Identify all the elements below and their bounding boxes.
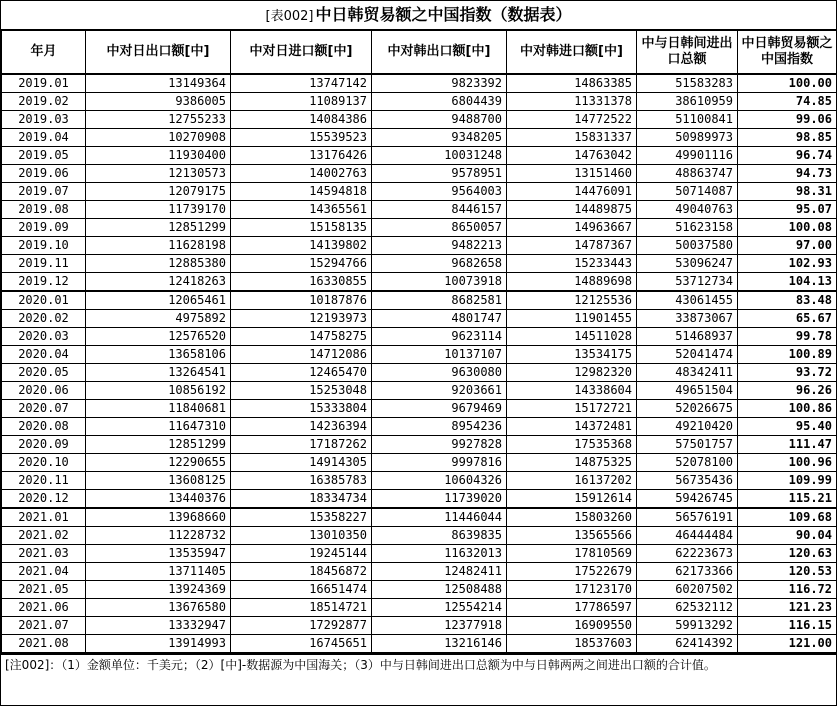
cell-total-trade: 38610959 [637, 93, 738, 111]
table-row [2, 400, 837, 418]
cell-export-korea: 9482213 [372, 237, 507, 255]
cell-china-index: 116.72 [738, 581, 837, 599]
cell-month: 2021.08 [2, 635, 86, 653]
cell-import-korea: 14889698 [507, 273, 637, 292]
cell-china-index: 96.26 [738, 382, 837, 400]
cell-import-japan: 17292877 [231, 617, 372, 635]
table-body [2, 74, 837, 653]
cell-export-japan: 10856192 [86, 382, 231, 400]
cell-month: 2020.11 [2, 472, 86, 490]
cell-import-korea: 17123170 [507, 581, 637, 599]
cell-import-japan: 17187262 [231, 436, 372, 454]
table-row [2, 436, 837, 454]
cell-import-japan: 14712086 [231, 346, 372, 364]
cell-import-korea: 14863385 [507, 74, 637, 93]
cell-china-index: 109.99 [738, 472, 837, 490]
table-row [2, 508, 837, 527]
cell-china-index: 109.68 [738, 508, 837, 527]
table-header [2, 31, 837, 75]
cell-export-korea: 10031248 [372, 147, 507, 165]
table-row [2, 219, 837, 237]
cell-import-korea: 11901455 [507, 310, 637, 328]
cell-import-japan: 16651474 [231, 581, 372, 599]
cell-export-japan: 13608125 [86, 472, 231, 490]
cell-import-korea: 13534175 [507, 346, 637, 364]
cell-export-japan: 13149364 [86, 74, 231, 93]
cell-export-korea: 8682581 [372, 291, 507, 310]
cell-china-index: 100.89 [738, 346, 837, 364]
table-row [2, 346, 837, 364]
cell-export-korea: 9578951 [372, 165, 507, 183]
cell-export-japan: 12079175 [86, 183, 231, 201]
cell-total-trade: 50989973 [637, 129, 738, 147]
cell-total-trade: 51100841 [637, 111, 738, 129]
cell-import-japan: 14084386 [231, 111, 372, 129]
cell-export-japan: 12885380 [86, 255, 231, 273]
cell-month: 2020.12 [2, 490, 86, 509]
cell-month: 2019.11 [2, 255, 86, 273]
cell-import-japan: 19245144 [231, 545, 372, 563]
cell-total-trade: 49901116 [637, 147, 738, 165]
cell-export-korea: 13216146 [372, 635, 507, 653]
cell-import-korea: 14963667 [507, 219, 637, 237]
cell-import-japan: 10187876 [231, 291, 372, 310]
cell-export-japan: 11739170 [86, 201, 231, 219]
cell-export-japan: 12755233 [86, 111, 231, 129]
cell-month: 2020.01 [2, 291, 86, 310]
header-import-korea: 中对韩进口额[中] [507, 31, 637, 75]
cell-export-korea: 9679469 [372, 400, 507, 418]
cell-month: 2019.05 [2, 147, 86, 165]
table-row [2, 581, 837, 599]
cell-export-korea: 9927828 [372, 436, 507, 454]
cell-import-korea: 12125536 [507, 291, 637, 310]
table-row [2, 291, 837, 310]
cell-china-index: 100.86 [738, 400, 837, 418]
header-total-trade: 中与日韩间进出口总额 [637, 31, 738, 75]
cell-export-japan: 12130573 [86, 165, 231, 183]
cell-export-japan: 13535947 [86, 545, 231, 563]
cell-total-trade: 59426745 [637, 490, 738, 509]
cell-china-index: 102.93 [738, 255, 837, 273]
cell-import-japan: 13747142 [231, 74, 372, 93]
cell-export-japan: 11628198 [86, 237, 231, 255]
title-text: 中日韩贸易额之中国指数（数据表） [315, 5, 572, 24]
cell-import-korea: 15803260 [507, 508, 637, 527]
cell-china-index: 120.53 [738, 563, 837, 581]
cell-export-japan: 9386005 [86, 93, 231, 111]
cell-export-japan: 4975892 [86, 310, 231, 328]
cell-china-index: 97.00 [738, 237, 837, 255]
cell-export-korea: 9630080 [372, 364, 507, 382]
cell-import-korea: 15831337 [507, 129, 637, 147]
cell-export-korea: 6804439 [372, 93, 507, 111]
cell-export-japan: 13968660 [86, 508, 231, 527]
header-month: 年月 [2, 31, 86, 75]
cell-china-index: 111.47 [738, 436, 837, 454]
table-tag: [表002] [265, 9, 314, 24]
cell-export-korea: 11632013 [372, 545, 507, 563]
table-row [2, 418, 837, 436]
cell-export-korea: 4801747 [372, 310, 507, 328]
cell-china-index: 100.00 [738, 74, 837, 93]
cell-month: 2019.03 [2, 111, 86, 129]
cell-import-korea: 15233443 [507, 255, 637, 273]
cell-month: 2019.12 [2, 273, 86, 292]
cell-import-korea: 14338604 [507, 382, 637, 400]
cell-export-japan: 12290655 [86, 454, 231, 472]
cell-export-korea: 11446044 [372, 508, 507, 527]
cell-import-japan: 15539523 [231, 129, 372, 147]
cell-export-korea: 10137107 [372, 346, 507, 364]
cell-total-trade: 52041474 [637, 346, 738, 364]
cell-export-korea: 9623114 [372, 328, 507, 346]
cell-import-japan: 15294766 [231, 255, 372, 273]
cell-import-korea: 13565566 [507, 527, 637, 545]
cell-total-trade: 50037580 [637, 237, 738, 255]
cell-china-index: 120.63 [738, 545, 837, 563]
cell-export-korea: 10073918 [372, 273, 507, 292]
cell-import-korea: 14489875 [507, 201, 637, 219]
cell-total-trade: 51468937 [637, 328, 738, 346]
cell-import-japan: 13176426 [231, 147, 372, 165]
table-row [2, 490, 837, 509]
cell-export-korea: 9348205 [372, 129, 507, 147]
cell-export-korea: 8954236 [372, 418, 507, 436]
cell-month: 2020.09 [2, 436, 86, 454]
data-table [1, 30, 837, 653]
header-export-korea: 中对韩出口额[中] [372, 31, 507, 75]
cell-month: 2020.02 [2, 310, 86, 328]
table-row [2, 382, 837, 400]
cell-export-korea: 12377918 [372, 617, 507, 635]
cell-export-korea: 9823392 [372, 74, 507, 93]
cell-import-japan: 16745651 [231, 635, 372, 653]
cell-total-trade: 62173366 [637, 563, 738, 581]
cell-import-korea: 14511028 [507, 328, 637, 346]
cell-total-trade: 48863747 [637, 165, 738, 183]
cell-import-korea: 14875325 [507, 454, 637, 472]
table-row [2, 165, 837, 183]
cell-import-korea: 17810569 [507, 545, 637, 563]
cell-import-korea: 15912614 [507, 490, 637, 509]
cell-month: 2019.08 [2, 201, 86, 219]
cell-export-japan: 11840681 [86, 400, 231, 418]
cell-export-japan: 13332947 [86, 617, 231, 635]
cell-month: 2020.10 [2, 454, 86, 472]
cell-total-trade: 62414392 [637, 635, 738, 653]
cell-import-japan: 15253048 [231, 382, 372, 400]
cell-import-japan: 13010350 [231, 527, 372, 545]
cell-china-index: 100.96 [738, 454, 837, 472]
cell-export-japan: 13440376 [86, 490, 231, 509]
cell-month: 2021.04 [2, 563, 86, 581]
cell-total-trade: 33873067 [637, 310, 738, 328]
cell-total-trade: 62223673 [637, 545, 738, 563]
cell-export-korea: 9203661 [372, 382, 507, 400]
cell-import-japan: 11089137 [231, 93, 372, 111]
cell-china-index: 95.40 [738, 418, 837, 436]
cell-export-korea: 9682658 [372, 255, 507, 273]
cell-export-japan: 13711405 [86, 563, 231, 581]
cell-china-index: 96.74 [738, 147, 837, 165]
cell-total-trade: 51583283 [637, 74, 738, 93]
table-row [2, 129, 837, 147]
cell-month: 2020.07 [2, 400, 86, 418]
cell-china-index: 100.08 [738, 219, 837, 237]
cell-total-trade: 50714087 [637, 183, 738, 201]
cell-month: 2020.06 [2, 382, 86, 400]
cell-export-japan: 11228732 [86, 527, 231, 545]
cell-month: 2019.06 [2, 165, 86, 183]
cell-month: 2019.01 [2, 74, 86, 93]
cell-import-japan: 18514721 [231, 599, 372, 617]
header-import-japan: 中对日进口额[中] [231, 31, 372, 75]
cell-import-japan: 14002763 [231, 165, 372, 183]
table-row [2, 472, 837, 490]
cell-month: 2020.05 [2, 364, 86, 382]
cell-month: 2021.05 [2, 581, 86, 599]
cell-import-japan: 15333804 [231, 400, 372, 418]
header-china-index: 中日韩贸易额之中国指数 [738, 31, 837, 75]
cell-import-japan: 15358227 [231, 508, 372, 527]
cell-export-korea: 10604326 [372, 472, 507, 490]
table-row [2, 545, 837, 563]
cell-import-japan: 14758275 [231, 328, 372, 346]
cell-export-korea: 12508488 [372, 581, 507, 599]
table-row [2, 74, 837, 93]
cell-import-japan: 14236394 [231, 418, 372, 436]
cell-month: 2021.03 [2, 545, 86, 563]
cell-month: 2019.07 [2, 183, 86, 201]
cell-month: 2020.03 [2, 328, 86, 346]
cell-china-index: 93.72 [738, 364, 837, 382]
cell-import-korea: 11331378 [507, 93, 637, 111]
cell-china-index: 98.85 [738, 129, 837, 147]
cell-export-japan: 12065461 [86, 291, 231, 310]
cell-china-index: 121.00 [738, 635, 837, 653]
cell-export-korea: 9488700 [372, 111, 507, 129]
cell-export-japan: 12851299 [86, 436, 231, 454]
table-row [2, 617, 837, 635]
cell-import-japan: 16330855 [231, 273, 372, 292]
cell-china-index: 74.85 [738, 93, 837, 111]
cell-month: 2019.10 [2, 237, 86, 255]
cell-import-korea: 17522679 [507, 563, 637, 581]
cell-total-trade: 43061455 [637, 291, 738, 310]
cell-import-japan: 18334734 [231, 490, 372, 509]
cell-export-korea: 8639835 [372, 527, 507, 545]
cell-export-korea: 11739020 [372, 490, 507, 509]
cell-import-japan: 14594818 [231, 183, 372, 201]
cell-import-japan: 16385783 [231, 472, 372, 490]
cell-import-japan: 14365561 [231, 201, 372, 219]
cell-import-korea: 14372481 [507, 418, 637, 436]
cell-export-korea: 12554214 [372, 599, 507, 617]
cell-total-trade: 60207502 [637, 581, 738, 599]
cell-total-trade: 49210420 [637, 418, 738, 436]
cell-total-trade: 57501757 [637, 436, 738, 454]
cell-month: 2021.07 [2, 617, 86, 635]
cell-total-trade: 52078100 [637, 454, 738, 472]
cell-export-japan: 12851299 [86, 219, 231, 237]
cell-export-japan: 11647310 [86, 418, 231, 436]
table-row [2, 273, 837, 292]
cell-export-japan: 10270908 [86, 129, 231, 147]
table-row [2, 599, 837, 617]
cell-china-index: 94.73 [738, 165, 837, 183]
cell-total-trade: 48342411 [637, 364, 738, 382]
cell-china-index: 83.48 [738, 291, 837, 310]
cell-import-japan: 18456872 [231, 563, 372, 581]
cell-export-korea: 8446157 [372, 201, 507, 219]
cell-import-korea: 13151460 [507, 165, 637, 183]
cell-total-trade: 56735436 [637, 472, 738, 490]
cell-import-korea: 17535368 [507, 436, 637, 454]
cell-month: 2021.02 [2, 527, 86, 545]
cell-import-korea: 16909550 [507, 617, 637, 635]
cell-china-index: 90.04 [738, 527, 837, 545]
cell-import-korea: 14772522 [507, 111, 637, 129]
cell-month: 2020.08 [2, 418, 86, 436]
cell-import-korea: 17786597 [507, 599, 637, 617]
cell-china-index: 121.23 [738, 599, 837, 617]
table-row [2, 237, 837, 255]
table-row [2, 201, 837, 219]
cell-total-trade: 49651504 [637, 382, 738, 400]
cell-total-trade: 52026675 [637, 400, 738, 418]
cell-import-korea: 12982320 [507, 364, 637, 382]
cell-month: 2021.06 [2, 599, 86, 617]
table-row [2, 454, 837, 472]
cell-china-index: 115.21 [738, 490, 837, 509]
cell-export-japan: 12576520 [86, 328, 231, 346]
cell-total-trade: 62532112 [637, 599, 738, 617]
cell-china-index: 116.15 [738, 617, 837, 635]
cell-china-index: 65.67 [738, 310, 837, 328]
cell-month: 2019.09 [2, 219, 86, 237]
table-row [2, 93, 837, 111]
cell-export-korea: 8650057 [372, 219, 507, 237]
cell-month: 2020.04 [2, 346, 86, 364]
cell-import-korea: 16137202 [507, 472, 637, 490]
cell-total-trade: 53712734 [637, 273, 738, 292]
table-row [2, 563, 837, 581]
cell-month: 2021.01 [2, 508, 86, 527]
table-row [2, 328, 837, 346]
table-row [2, 635, 837, 653]
cell-total-trade: 59913292 [637, 617, 738, 635]
cell-month: 2019.02 [2, 93, 86, 111]
table-row [2, 255, 837, 273]
cell-china-index: 99.06 [738, 111, 837, 129]
cell-total-trade: 49040763 [637, 201, 738, 219]
table-row [2, 527, 837, 545]
cell-export-japan: 12418263 [86, 273, 231, 292]
cell-export-korea: 12482411 [372, 563, 507, 581]
cell-import-korea: 14763042 [507, 147, 637, 165]
cell-export-japan: 13658106 [86, 346, 231, 364]
cell-china-index: 104.13 [738, 273, 837, 292]
table-footnote: [注002]：（1）金额单位：千美元；（2）[中]-数据源为中国海关；（3）中与日韩间进出口总额为中与日韩两两之间进出口额的合计值。 [1, 653, 836, 675]
cell-china-index: 98.31 [738, 183, 837, 201]
cell-import-korea: 18537603 [507, 635, 637, 653]
cell-export-korea: 9997816 [372, 454, 507, 472]
cell-import-japan: 14139802 [231, 237, 372, 255]
cell-import-japan: 12465470 [231, 364, 372, 382]
cell-china-index: 95.07 [738, 201, 837, 219]
cell-export-japan: 13264541 [86, 364, 231, 382]
cell-total-trade: 51623158 [637, 219, 738, 237]
cell-import-japan: 12193973 [231, 310, 372, 328]
cell-total-trade: 53096247 [637, 255, 738, 273]
cell-total-trade: 46444484 [637, 527, 738, 545]
cell-export-korea: 9564003 [372, 183, 507, 201]
cell-import-japan: 14914305 [231, 454, 372, 472]
table-row [2, 111, 837, 129]
cell-import-korea: 15172721 [507, 400, 637, 418]
cell-import-korea: 14787367 [507, 237, 637, 255]
table-row [2, 147, 837, 165]
header-export-japan: 中对日出口额[中] [86, 31, 231, 75]
cell-import-korea: 14476091 [507, 183, 637, 201]
cell-month: 2019.04 [2, 129, 86, 147]
cell-total-trade: 56576191 [637, 508, 738, 527]
table-row [2, 364, 837, 382]
table-row [2, 183, 837, 201]
table-row [2, 310, 837, 328]
cell-export-japan: 13924369 [86, 581, 231, 599]
cell-export-japan: 11930400 [86, 147, 231, 165]
cell-export-japan: 13914993 [86, 635, 231, 653]
cell-china-index: 99.78 [738, 328, 837, 346]
cell-export-japan: 13676580 [86, 599, 231, 617]
cell-import-japan: 15158135 [231, 219, 372, 237]
page-title [1, 1, 836, 30]
